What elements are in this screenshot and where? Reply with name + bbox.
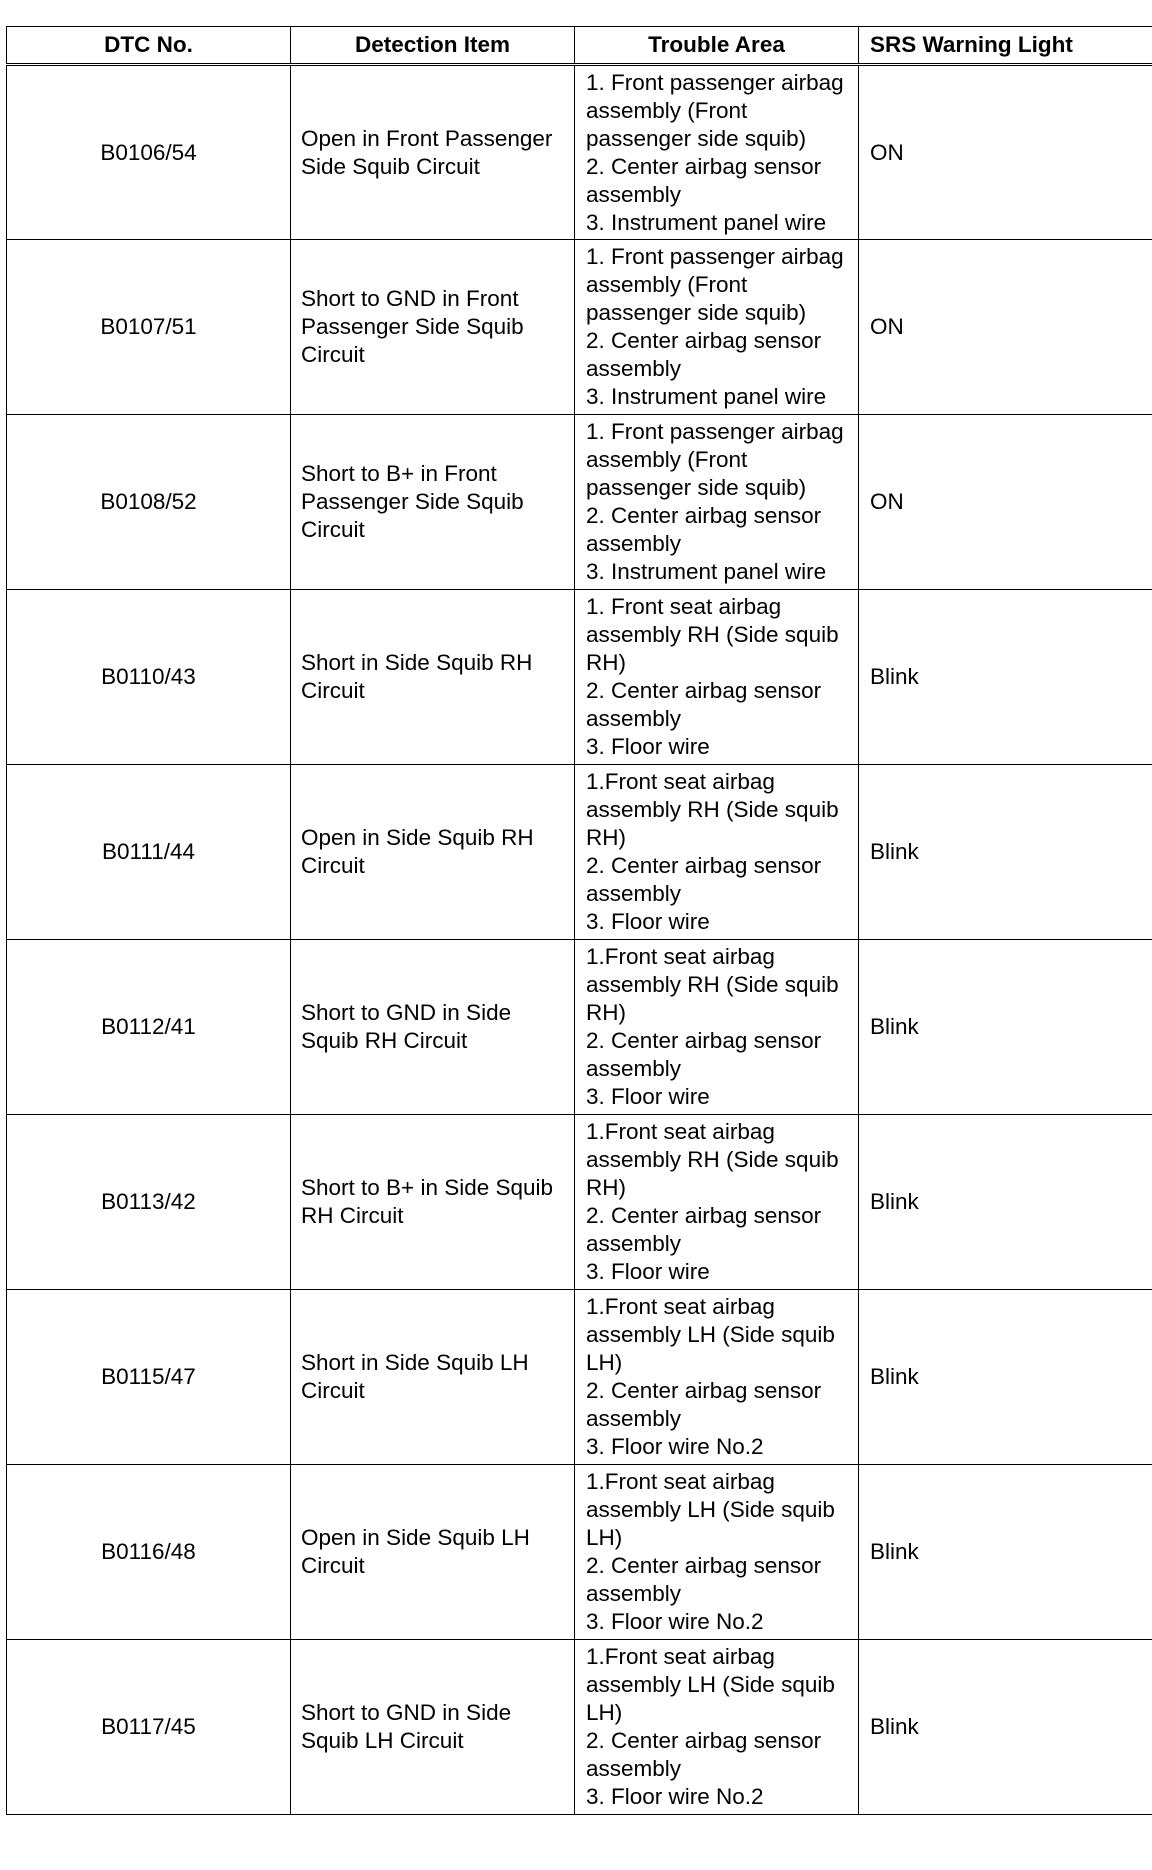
trouble-area-line: 3. Floor wire	[586, 1084, 710, 1109]
header-detection-item: Detection Item	[291, 27, 575, 65]
dtc-number-cell: B0106/54	[7, 65, 291, 240]
table-row	[7, 1290, 1152, 1465]
dtc-number-cell: B0107/51	[7, 240, 291, 415]
trouble-area-line: 2. Center airbag sensor assembly	[586, 1203, 822, 1256]
trouble-area-line: 3. Floor wire	[586, 909, 710, 934]
trouble-area-cell	[575, 1465, 859, 1640]
trouble-area-cell	[575, 1290, 859, 1465]
dtc-number-cell: B0108/52	[7, 415, 291, 590]
trouble-area-line: 1. Front passenger airbag assembly (Front passenger side squib)	[586, 244, 844, 325]
header-srs-warning-light: SRS Warning Light	[859, 27, 1152, 65]
trouble-area-line: 1. Front seat airbag assembly RH (Side squib RH)	[586, 594, 839, 675]
table-row	[7, 240, 1152, 415]
trouble-area-cell	[575, 65, 859, 240]
srs-warning-light-cell: Blink	[859, 590, 1152, 765]
srs-warning-light-cell: Blink	[859, 765, 1152, 940]
trouble-area-cell	[575, 1640, 859, 1815]
srs-warning-light-cell: Blink	[859, 1465, 1152, 1640]
detection-item-cell: Open in Side Squib RH Circuit	[291, 765, 575, 940]
trouble-area-line: 3. Floor wire	[586, 1259, 710, 1284]
trouble-area-line: 2. Center airbag sensor assembly	[586, 153, 822, 207]
detection-item-cell: Short to B+ in Front Passenger Side Squib Circuit	[291, 415, 575, 590]
trouble-area-line: 3. Floor wire No.2	[586, 1609, 764, 1634]
srs-warning-light-cell: Blink	[859, 940, 1152, 1115]
header-row	[7, 27, 1152, 65]
detection-item-cell: Short to GND in Side Squib RH Circuit	[291, 940, 575, 1115]
header-trouble-area: Trouble Area	[575, 27, 859, 65]
table-row	[7, 415, 1152, 590]
trouble-area-line: 2. Center airbag sensor assembly	[586, 1378, 822, 1431]
srs-warning-light-cell: ON	[859, 65, 1152, 240]
trouble-area-line: 2. Center airbag sensor assembly	[586, 853, 822, 906]
detection-item-cell: Short to GND in Front Passenger Side Squib Circuit	[291, 240, 575, 415]
dtc-number-cell: B0111/44	[7, 765, 291, 940]
table-row	[7, 765, 1152, 940]
trouble-area-line: 1.Front seat airbag assembly LH (Side squib LH)	[586, 1294, 835, 1375]
trouble-area-line: 1.Front seat airbag assembly RH (Side squib RH)	[586, 769, 839, 850]
dtc-number-cell: B0113/42	[7, 1115, 291, 1290]
dtc-number-cell: B0110/43	[7, 590, 291, 765]
header-dtc-no: DTC No.	[7, 27, 291, 65]
trouble-area-line: 2. Center airbag sensor assembly	[586, 678, 822, 731]
trouble-area-line: 2. Center airbag sensor assembly	[586, 1028, 822, 1081]
detection-item-cell: Short to B+ in Side Squib RH Circuit	[291, 1115, 575, 1290]
trouble-area-line: 3. Floor wire	[586, 734, 710, 759]
dtc-table	[6, 26, 1152, 1815]
trouble-area-line: 2. Center airbag sensor assembly	[586, 1728, 822, 1781]
table-row	[7, 590, 1152, 765]
trouble-area-cell	[575, 415, 859, 590]
dtc-number-cell: B0115/47	[7, 1290, 291, 1465]
table-row	[7, 1465, 1152, 1640]
dtc-number-cell: B0112/41	[7, 940, 291, 1115]
srs-warning-light-cell: Blink	[859, 1115, 1152, 1290]
table-row	[7, 940, 1152, 1115]
trouble-area-line: 2. Center airbag sensor assembly	[586, 328, 822, 381]
detection-item-cell: Open in Side Squib LH Circuit	[291, 1465, 575, 1640]
trouble-area-cell	[575, 765, 859, 940]
dtc-number-cell: B0116/48	[7, 1465, 291, 1640]
detection-item-cell: Short to GND in Side Squib LH Circuit	[291, 1640, 575, 1815]
detection-item-cell: Open in Front Passenger Side Squib Circuit	[291, 65, 575, 240]
trouble-area-line: 3. Floor wire No.2	[586, 1784, 764, 1809]
dtc-number-cell: B0117/45	[7, 1640, 291, 1815]
srs-warning-light-cell: Blink	[859, 1290, 1152, 1465]
trouble-area-line: 3. Instrument panel wire	[586, 559, 827, 584]
detection-item-cell: Short in Side Squib LH Circuit	[291, 1290, 575, 1465]
trouble-area-line: 3. Floor wire No.2	[586, 1434, 764, 1459]
table-row	[7, 1115, 1152, 1290]
table-row	[7, 1640, 1152, 1815]
srs-warning-light-cell: ON	[859, 415, 1152, 590]
trouble-area-line: 1.Front seat airbag assembly LH (Side squib LH)	[586, 1469, 835, 1550]
table-header	[7, 27, 1152, 65]
detection-item-cell: Short in Side Squib RH Circuit	[291, 590, 575, 765]
trouble-area-line: 1. Front passenger airbag assembly (Front passenger side squib)	[586, 69, 844, 151]
trouble-area-line: 3. Instrument panel wire	[586, 384, 827, 409]
srs-warning-light-cell: ON	[859, 240, 1152, 415]
srs-warning-light-cell: Blink	[859, 1640, 1152, 1815]
trouble-area-line: 1. Front passenger airbag assembly (Front passenger side squib)	[586, 419, 844, 500]
trouble-area-cell	[575, 1115, 859, 1290]
trouble-area-line: 1.Front seat airbag assembly RH (Side squib RH)	[586, 1119, 839, 1200]
table-row	[7, 65, 1152, 240]
trouble-area-cell	[575, 590, 859, 765]
trouble-area-cell	[575, 940, 859, 1115]
trouble-area-line: 2. Center airbag sensor assembly	[586, 503, 822, 556]
trouble-area-line: 1.Front seat airbag assembly LH (Side squib LH)	[586, 1644, 835, 1725]
table-body	[7, 65, 1152, 1815]
trouble-area-cell	[575, 240, 859, 415]
trouble-area-line: 2. Center airbag sensor assembly	[586, 1553, 822, 1606]
trouble-area-line: 3. Instrument panel wire	[586, 209, 827, 235]
trouble-area-line: 1.Front seat airbag assembly RH (Side squib RH)	[586, 944, 839, 1025]
